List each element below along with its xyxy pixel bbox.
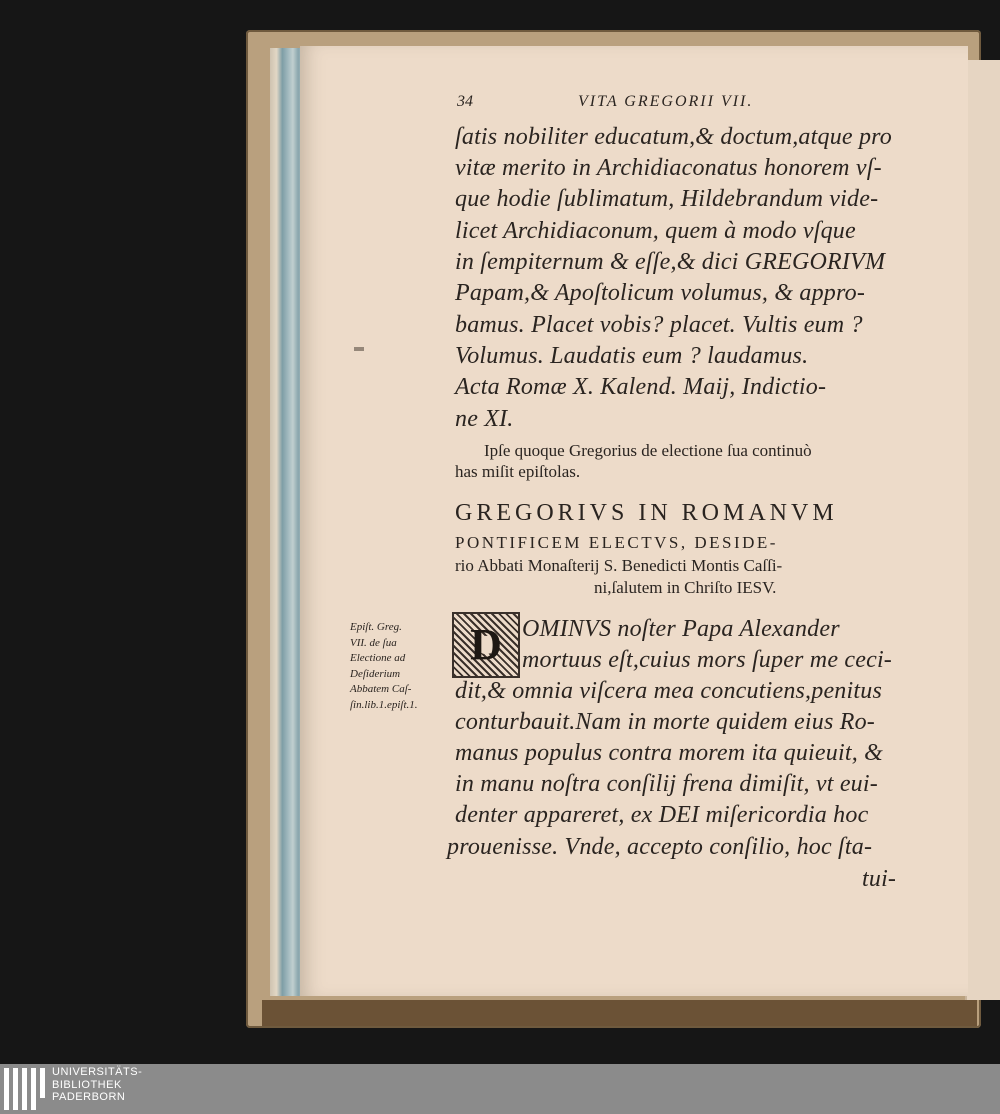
intro-line: Ipſe quoque Gregorius de electione ſua continuò — [484, 441, 812, 460]
catchword: tui- — [862, 866, 897, 892]
margin-note: Epiſt. Greg. VII. de ſua Electione ad Deſiderium Abbatem Caſ- ſin.lib.1.epiſt.1. — [350, 621, 418, 711]
text-line: mortuus eſt,cuius mors ſuper me ceci- — [522, 647, 893, 673]
letter-heading: rio Abbati Monaſterij S. Benedicti Montis Caſſi- — [455, 556, 783, 575]
text-line: Papam,& Apoſtolicum volumus, & appro- — [455, 280, 866, 306]
text-line: prouenisse. Vnde, accepto conſilio, hoc ſta- — [447, 834, 873, 860]
text-line: OMINVS noſter Papa Alexander — [522, 616, 840, 642]
text-line: manus populus contra morem ita quieuit, & — [455, 740, 883, 766]
text-line: ne XI. — [455, 406, 514, 432]
text-line: conturbauit.Nam in morte quidem eius Ro- — [455, 709, 875, 735]
letter-heading: GREGORIVS IN ROMANVM — [455, 500, 838, 526]
logo-line: UNIVERSITÄTS- — [52, 1066, 143, 1078]
decorated-initial — [452, 612, 520, 678]
next-page-edge — [965, 60, 1000, 1000]
letter-heading: ni,ſalutem in Chriſto IESV. — [594, 578, 777, 597]
text-line: denter appareret, ex DEI miſericordia hoc — [455, 802, 869, 828]
text-line: vitæ merito in Archidiaconatus honorem vſ- — [455, 155, 882, 181]
book-cover-bottom-edge — [262, 1000, 977, 1026]
decorated-initial-letter: D — [470, 620, 502, 669]
text-line: in ſempiternum & eſſe,& dici GREGORIVM — [455, 249, 886, 275]
library-logo-text — [52, 1066, 142, 1104]
intro-line: has miſit epiſtolas. — [455, 462, 581, 481]
running-title: VITA GREGORII VII. — [578, 93, 754, 110]
logo-line: BIBLIOTHEK — [52, 1078, 122, 1091]
logo-line: PADERBORN — [52, 1091, 126, 1103]
text-line: que hodie ſublimatum, Hildebrandum vide- — [455, 186, 879, 212]
text-line: ſatis nobiliter educatum,& doctum,atque pro — [455, 124, 893, 150]
text-line: licet Archidiaconum, quem à modo vſque — [455, 218, 856, 244]
ink-mark — [354, 347, 364, 351]
footer-bar — [0, 1064, 1000, 1114]
text-line: in manu noſtra conſilij frena dimiſit, vt eui- — [455, 771, 878, 797]
text-line: dit,& omnia viſcera mea concutiens,penitus — [455, 678, 882, 704]
letter-heading: PONTIFICEM ELECTVS, DESIDE- — [455, 533, 778, 552]
text-line: Volumus. Laudatis eum ? laudamus. — [455, 343, 809, 369]
text-line: bamus. Placet vobis? placet. Vultis eum ? — [455, 312, 863, 338]
page-number: 34 — [457, 93, 473, 110]
library-logo-icon — [4, 1068, 48, 1110]
text-line: Acta Romæ X. Kalend. Maij, Indictio- — [455, 374, 827, 400]
